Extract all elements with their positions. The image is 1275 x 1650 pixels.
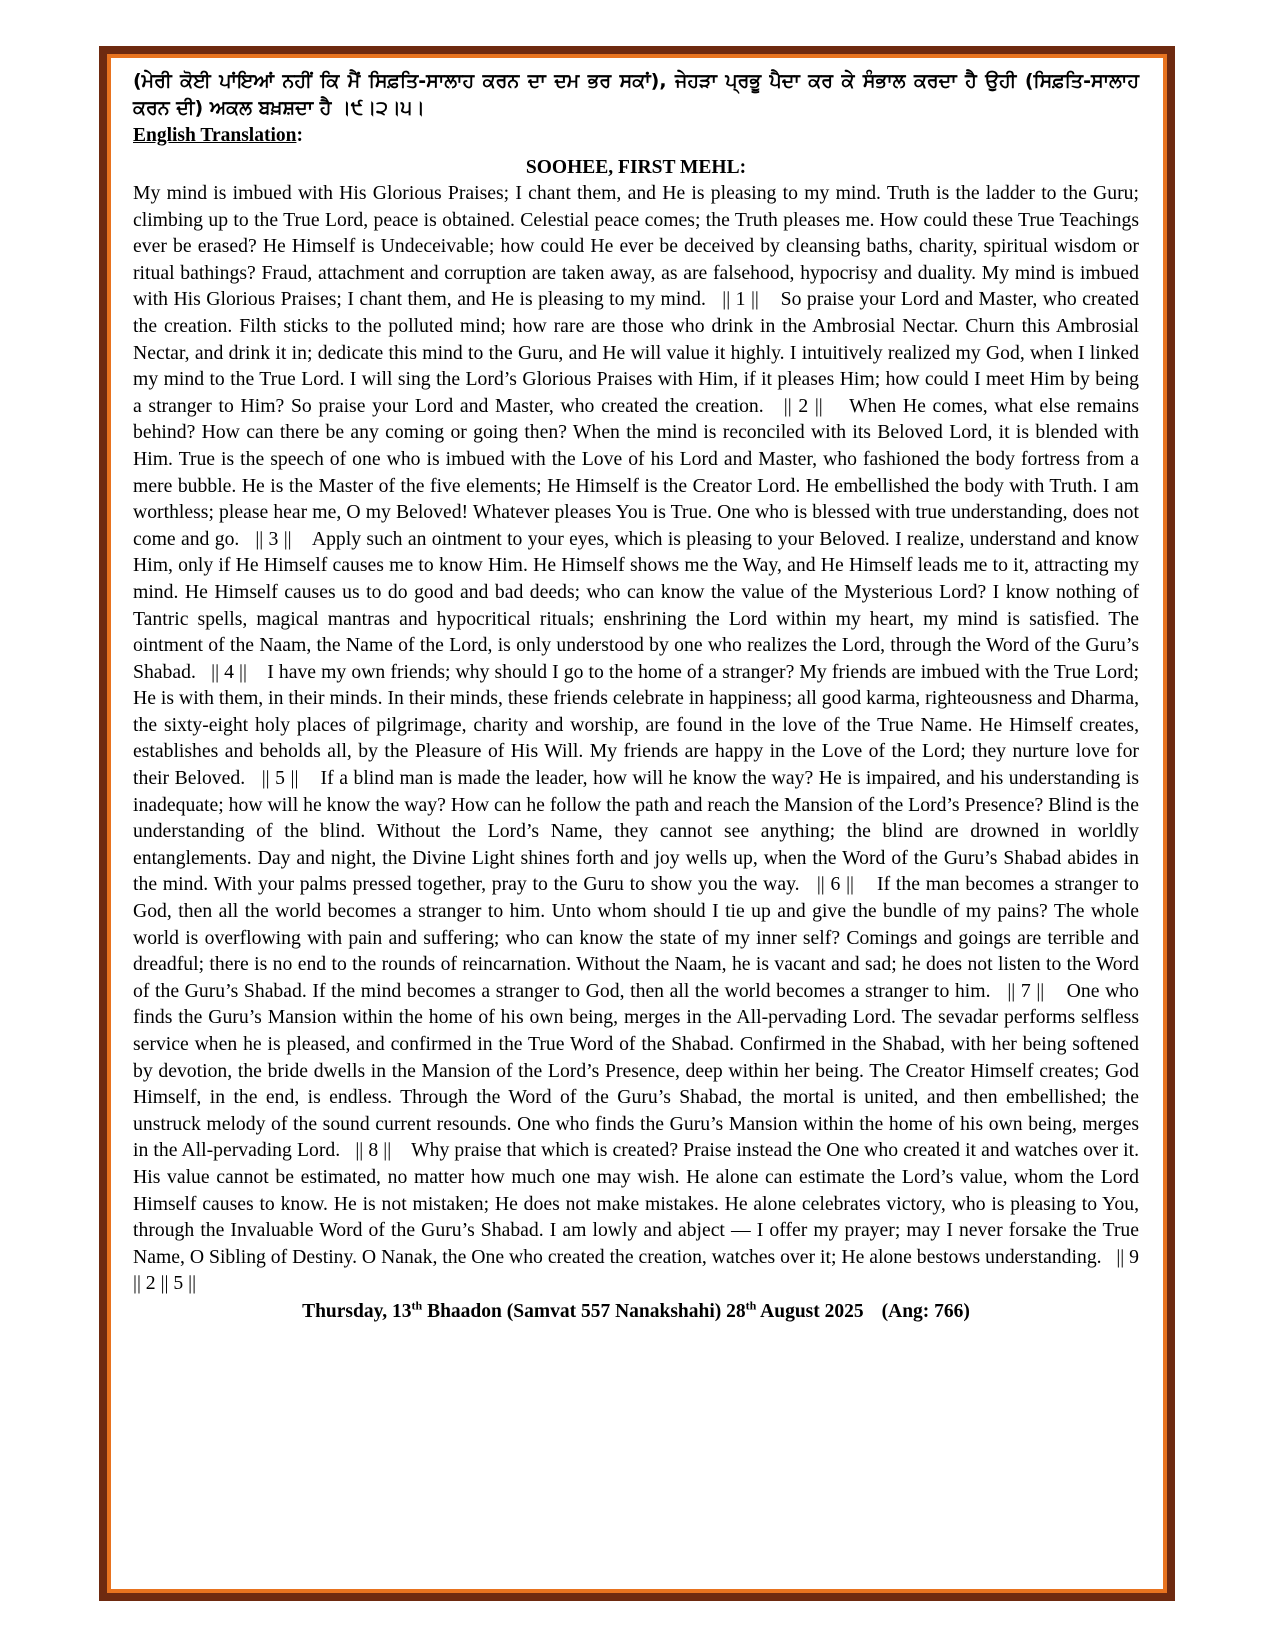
footer-month-year: August 2025 <box>756 1300 864 1322</box>
footer-day: Thursday, 13 <box>302 1300 412 1322</box>
footer-ang: (Ang: 766) <box>881 1300 970 1322</box>
date-footer <box>133 1297 1139 1327</box>
footer-month-samvat: Bhaadon (Samvat 557 Nanakshahi) 28 <box>422 1300 746 1322</box>
translation-label: English Translation <box>133 125 297 146</box>
translation-label-line <box>133 122 1139 149</box>
gurmukhi-explanation: (ਮੇਰੀ ਕੋਈ ਪਾਂਇਆਂ ਨਹੀਂ ਕਿ ਮੈਂ ਸਿਫ਼ਤਿ-ਸਾਲਾਹ ਕਰਨ ਦਾ ਦਮ ਭਰ ਸਕਾਂ), ਜੇਹੜਾ ਪ੍ਰਭੂ ਪੈਦਾ ਕਰ ਕੇ ਸੰਭਾਲ ਕਰਦਾ ਹੈ ਉਹੀ (ਸਿਫ਼ਤਿ-ਸਾਲਾਹ ਕਰਨ ਦੀ) ਅਕਲ ਬਖ਼ਸ਼ਦਾ ਹੈ ।੯।੨।੫। <box>133 70 1139 119</box>
shabad-heading: SOOHEE, FIRST MEHL: <box>525 157 747 178</box>
footer-date-suffix: th <box>745 1298 757 1313</box>
english-translation-text: My mind is imbued with His Glorious Praises; I chant them, and He is pleasing to my mind. Truth is the ladder to the Guru; climbing up to the True Lord, peace is obtained. Celestial peace comes; the Truth pleases me. How could these True Teachings ever be erased? He Himself is Undeceivable; how could He ever be deceived by cleansing baths, charity, spiritual wisdom or ritual bathings? Fraud, attachment and corruption are taken away, as are falsehood, hypocrisy and duality. My mind is imbued with His Glorious Praises; I chant them, and He is pleasing to my mind. || 1 || So praise your Lord and Master, who created the creation. Filth sticks to the polluted mind; how rare are those who drink in the Ambrosial Nectar. Churn this Ambrosial Nectar, and drink it in; dedicate this mind to the Guru, and He will value it highly. I intuitively realized my God, when I linked my mind to the True Lord. I will sing the Lord’s Glorious Praises with Him, if it pleases Him; how could I meet Him by being a stranger to Him? So praise your Lord and Master, who created the creation. || 2 || When He comes, what else remains behind? How can there be any coming or going then? When the mind is reconciled with its Beloved Lord, it is blended with Him. True is the speech of one who is imbued with the Love of his Lord and Master, who fashioned the body fortress from a mere bubble. He is the Master of the five elements; He Himself is the Creator Lord. He embellished the body with Truth. I am worthless; please hear me, O my Beloved! Whatever pleases You is True. One who is blessed with true understanding, does not come and go. || 3 || Apply such an ointment to your eyes, which is pleasing to your Beloved. I realize, understand and know Him, only if He Himself causes me to know Him. He Himself shows me the Way, and He Himself leads me to it, attracting my mind. He Himself causes us to do good and bad deeds; who can know the value of the Mysterious Lord? I know nothing of Tantric spells, magical mantras and hypocritical rituals; enshrining the Lord within my heart, my mind is satisfied. The ointment of the Naam, the Name of the Lord, is only understood by one who realizes the Lord, through the Word of the Guru’s Shabad. || 4 || I have my own friends; why should I go to the home of a stranger? My friends are imbued with the True Lord; He is with them, in their minds. In their minds, these friends celebrate in happiness; all good karma, righteousness and Dharma, the sixty-eight holy places of pilgrimage, charity and worship, are found in the love of the True Name. He Himself creates, establishes and beholds all, by the Pleasure of His Will. My friends are happy in the Love of the Lord; they nurture love for their Beloved. || 5 || If a blind man is made the leader, how will he know the way? He is impaired, and his understanding is inadequate; how will he know the way? How can he follow the path and reach the Mansion of the Lord’s Presence? Blind is the understanding of the blind. Without the Lord’s Name, they cannot see anything; the blind are drowned in worldly entanglements. Day and night, the Divine Light shines forth and joy wells up, when the Word of the Guru’s Shabad abides in the mind. With your palms pressed together, pray to the Guru to show you the way. || 6 || If the man becomes a stranger to God, then all the world becomes a stranger to him. Unto whom should I tie up and give the bundle of my pains? The whole world is overflowing with pain and suffering; who can know the state of my inner self? Comings and goings are terrible and dreadful; there is no end to the rounds of reincarnation. Without the Naam, he is vacant and sad; he does not listen to the Word of the Guru’s Shabad. If the mind becomes a stranger to God, then all the world becomes a stranger to him. || 7 || One who finds the Guru’s Mansion within the home of his own being, merges in the All-pervading Lord. The sevadar performs selfless service when he is pleased, and confirmed in the True Word of the Shabad. Confirmed in the Shabad, with her being softened by devotion, the bride dwells in the Mansion of the Lord’s Presence, deep within her being. The Creator Himself creates; God Himself, in the end, is endless. Through the Word of the Guru’s Shabad, the mortal is united, and then embellished; the unstruck melody of the sound current resounds. One who finds the Guru’s Mansion within the home of his own being, merges in the All-pervading Lord. || 8 || Why praise that which is created? Praise instead the One who created it and watches over it. His value cannot be estimated, no matter how much one may wish. He alone can estimate the Lord’s value, whom the Lord Himself causes to know. He is not mistaken; He does not make mistakes. He alone celebrates victory, who is pleasing to You, through the Invaluable Word of the Guru’s Shabad. I am lowly and abject — I offer my prayer; may I never forsake the True Name, O Sibling of Destiny. O Nanak, the One who created the creation, watches over it; He alone bestows understanding. || 9 || 2 || 5 || <box>133 182 1144 1295</box>
hukamnama-page <box>111 58 1163 1589</box>
footer-day-suffix: th <box>411 1298 423 1313</box>
translation-label-colon: : <box>296 125 303 146</box>
